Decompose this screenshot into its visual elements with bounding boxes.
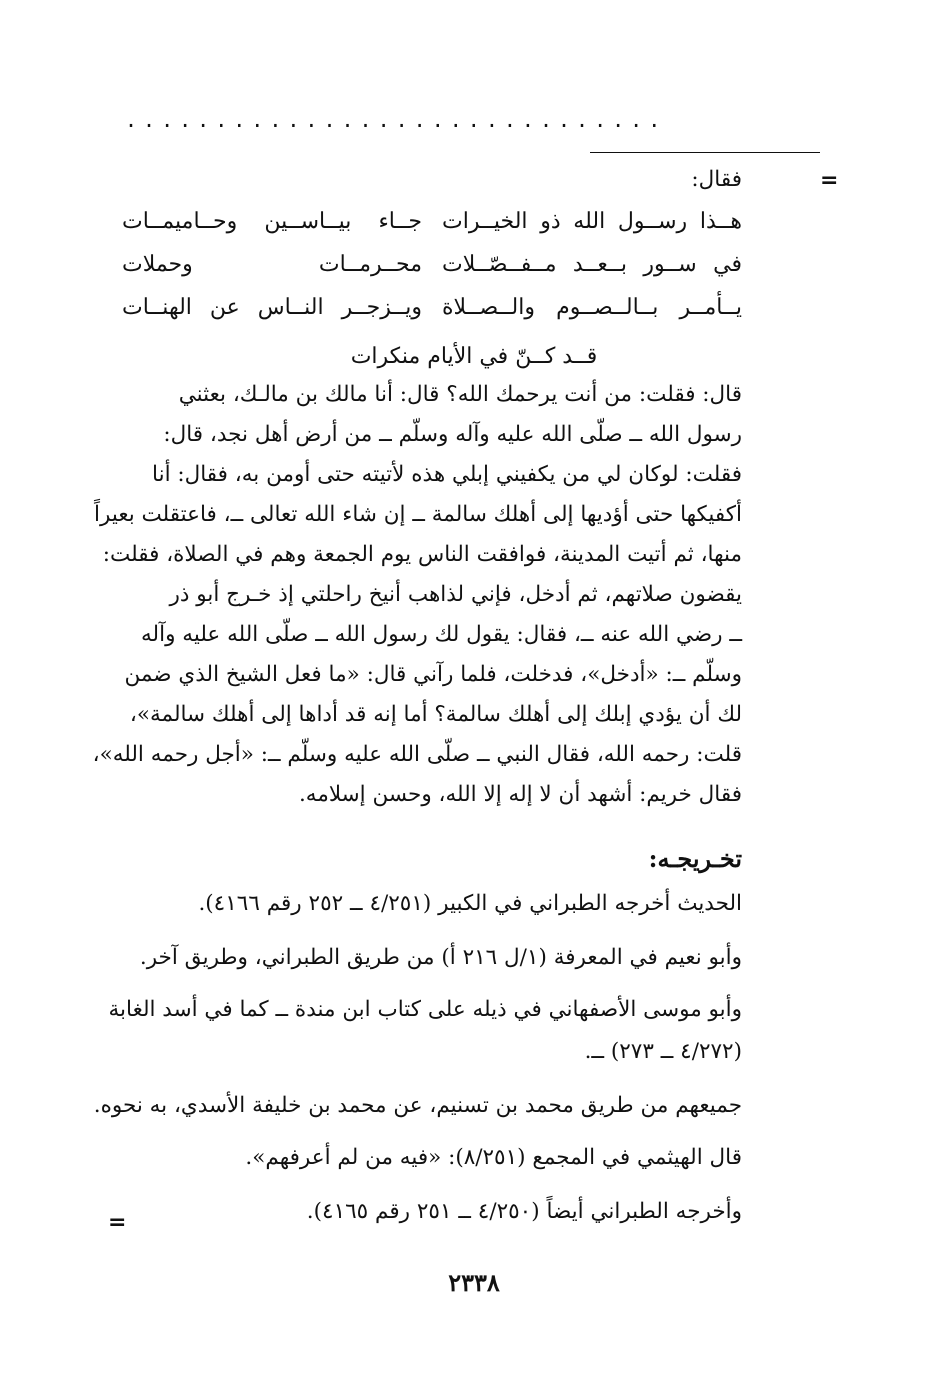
narrative-line: يقضون صلاتهم، ثم أدخل، فإني لذاهب أنيخ راحلتي إذ خـرج أبو ذر [169,582,742,607]
verse-second-hemistich: محــرمــات وحملات [122,252,422,277]
narrative-line: قال: فقلت: من أنت يرحمك الله؟ قال: أنا مالك بن مالـك، بعثني [178,382,742,407]
verse-second-hemistich: جــاء بيــاســين وحــاميمــات [122,209,422,234]
narrative-line: فقلت: لوكان لي من يكفيني إبلي هذه لأتيته حتى أومن به، فقال: أنا [152,462,742,487]
continuation-mark-top: = [820,168,839,193]
verse-first-hemistich: هــذا رســول الله ذو الخيــرات [442,209,742,234]
poem-verse [122,288,742,328]
header-dot-rule: .............................. [125,110,667,130]
takhrij-line: الحديث أخرجه الطبراني في الكبير (٤/٢٥١ ــ ٢٥٢ رقم ٤١٦٦). [198,891,742,916]
continuation-mark-bottom: = [108,1210,127,1235]
takhrij-heading: تخـريجـه: [648,844,742,873]
page-number: ٢٣٣٨ [448,1268,500,1297]
takhrij-line: جميعهم من طريق محمد بن تسنيم، عن محمد بن خليفة الأسدي، به نحوه. [93,1093,742,1118]
intro-text: فقال: [691,167,742,192]
narrative-line: رسول الله ــ صلّى الله عليه وآله وسلّم ــ من أرض أهل نجد، قال: [163,422,742,447]
poem-verse [122,202,742,242]
narrative-line: وسلّم ــ: «أدخل»، فدخلت، فلما رآني قال: «ما فعل الشيخ الذي ضمن [124,662,742,687]
poem-verse [122,245,742,285]
narrative-line: أكفيكها حتى أؤديها إلى أهلك سالمة ــ إن شاء الله تعالى ــ، فاعتقلت بعيراً [94,502,742,527]
takhrij-line: وأبو نعيم في المعرفة (١/ل ٢١٦ أ) من طريق الطبراني، وطريق آخر. [139,945,742,970]
narrative-line: فقال خريم: أشهد أن لا إله إلا الله، وحسن إسلامه. [298,782,742,807]
narrative-line: منها، ثم أتيت المدينة، فوافقت الناس يوم الجمعة وهم في الصلاة، فقلت: [102,542,742,567]
verse-first-hemistich: يــأمــر بــالــصــوم والــصــلاة [442,295,742,320]
header-line [590,152,820,153]
narrative-line: قلت: رحمه الله، فقال النبي ــ صلّى الله عليه وسلّم ــ: «أجل رحمه الله»، [92,742,742,767]
takhrij-line: وأخرجه الطبراني أيضاً (٤/٢٥٠ ــ ٢٥١ رقم ٤١٦٥). [306,1199,742,1224]
narrative-line: ــ رضي الله عنه ــ، فقال: يقول لك رسول الله ــ صلّى الله عليه وآله [141,622,742,647]
takhrij-line: وأبو موسى الأصفهاني في ذيله على كتاب ابن مندة ــ كما في أسد الغابة [108,997,742,1022]
takhrij-line: قال الهيثمي في المجمع (٨/٢٥١): «فيه من لم أعرفهم». [245,1145,742,1170]
narrative-line: لك أن يؤدي إبلك إلى أهلك سالمة؟ أما إنه قد أداها إلى أهلك سالمة»، [129,702,742,727]
poem-last-line: قــد كــنّ في الأيام منكرات [350,344,598,369]
verse-first-hemistich: في ســور بــعــد مــفــصّــلات [442,252,742,277]
takhrij-line: (٤/٢٧٢ ــ ٢٧٣) ــ. [584,1039,742,1064]
verse-second-hemistich: ويــزجــر النــاس عن الهنــات [122,295,422,320]
